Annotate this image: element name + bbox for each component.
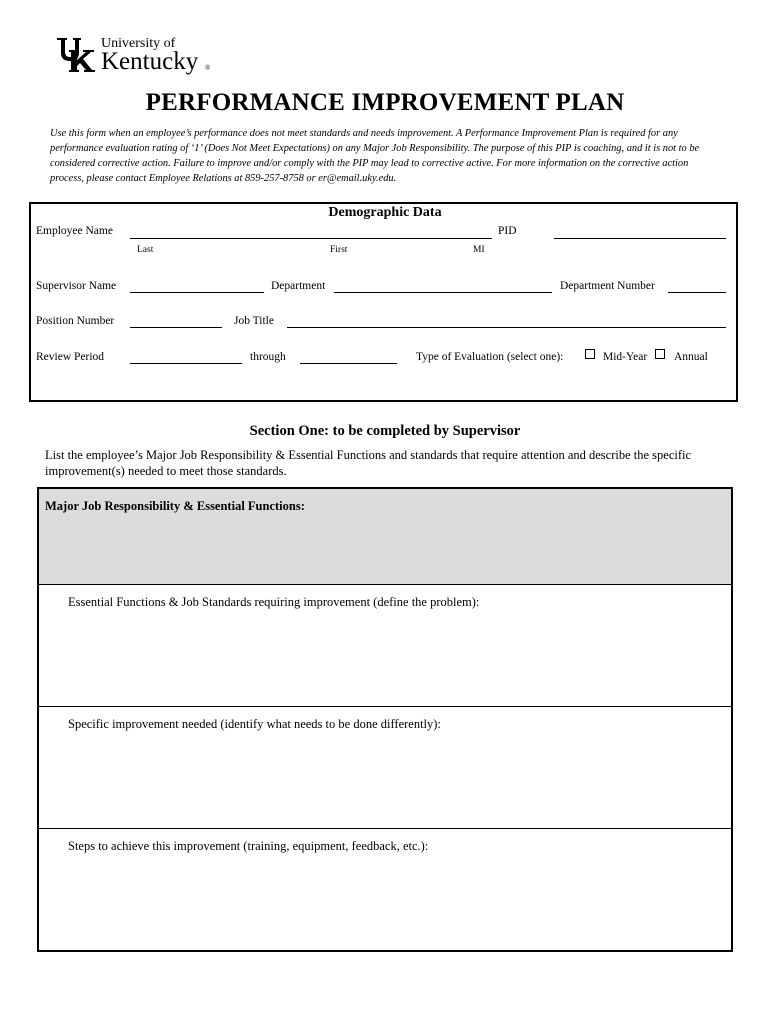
department-number-label: Department Number bbox=[560, 280, 655, 292]
through-label: through bbox=[250, 351, 286, 363]
university-logo bbox=[55, 36, 215, 76]
improvement-needed-label: Specific improvement needed (identify what needs to be done differently): bbox=[68, 717, 441, 731]
divider bbox=[39, 706, 731, 707]
annual-label: Annual bbox=[674, 351, 708, 363]
divider bbox=[39, 828, 731, 829]
department-number-field[interactable] bbox=[668, 292, 726, 293]
employee-name-label: Employee Name bbox=[36, 225, 113, 237]
improvement-steps-field[interactable] bbox=[39, 856, 731, 950]
section-one-title: Section One: to be completed by Supervisor bbox=[249, 423, 521, 439]
job-title-label: Job Title bbox=[234, 315, 274, 327]
department-label: Department bbox=[271, 280, 326, 292]
page-title: PERFORMANCE IMPROVEMENT PLAN bbox=[145, 89, 625, 116]
section-one-description: List the employee’s Major Job Responsibility & Essential Functions and standards that require attention and describe the specific improvement(s) needed to meet those standards. bbox=[45, 448, 692, 478]
uk-logo-icon bbox=[55, 36, 97, 74]
intro-paragraph: Use this form when an employee’s performance does not meet standards and needs improvement. A Performance Improvement Plan is required for any performance evaluation rating of ‘1’ (Does Not Meet Expectations) on any Major Job Responsibility. The purpose of this PIP is coaching, and it is not to be considered corrective action. Failure to improve and/or comply with the PIP may lead to corrective active. For more information on the corrective action process, please contact Employee Relations at 859-257-8758 or er@email.uky.edu. bbox=[50, 128, 700, 184]
problem-definition-label: Essential Functions & Job Standards requiring improvement (define the problem): bbox=[68, 595, 480, 609]
logo-line1: University of bbox=[101, 36, 176, 51]
mid-year-checkbox[interactable] bbox=[585, 349, 595, 359]
review-period-end-field[interactable] bbox=[300, 363, 397, 364]
mid-year-label: Mid-Year bbox=[603, 351, 648, 363]
problem-definition-field[interactable] bbox=[39, 612, 731, 705]
logo-line2: Kentucky bbox=[101, 48, 199, 75]
department-field[interactable] bbox=[334, 292, 552, 293]
review-period-start-field[interactable] bbox=[130, 363, 242, 364]
supervisor-name-field[interactable] bbox=[130, 292, 264, 293]
divider bbox=[39, 584, 731, 585]
position-number-label: Position Number bbox=[36, 315, 115, 327]
pid-label: PID bbox=[498, 225, 517, 237]
annual-checkbox[interactable] bbox=[655, 349, 665, 359]
improvement-needed-field[interactable] bbox=[39, 734, 731, 827]
position-number-field[interactable] bbox=[130, 327, 222, 328]
major-responsibility-heading: Major Job Responsibility & Essential Functions: bbox=[45, 499, 305, 513]
last-name-sublabel: Last bbox=[137, 245, 154, 255]
supervisor-name-label: Supervisor Name bbox=[36, 280, 117, 292]
evaluation-type-label: Type of Evaluation (select one): bbox=[416, 351, 564, 363]
middle-initial-sublabel: MI bbox=[473, 245, 485, 255]
demographic-title: Demographic Data bbox=[328, 205, 442, 220]
improvement-steps-label: Steps to achieve this improvement (training, equipment, feedback, etc.): bbox=[68, 839, 429, 853]
job-title-field[interactable] bbox=[287, 327, 726, 328]
pid-field[interactable] bbox=[554, 238, 726, 239]
review-period-label: Review Period bbox=[36, 351, 105, 363]
demographic-box bbox=[29, 202, 738, 402]
employee-name-field[interactable] bbox=[130, 238, 492, 239]
registered-mark: ® bbox=[205, 64, 211, 72]
first-name-sublabel: First bbox=[330, 245, 348, 255]
